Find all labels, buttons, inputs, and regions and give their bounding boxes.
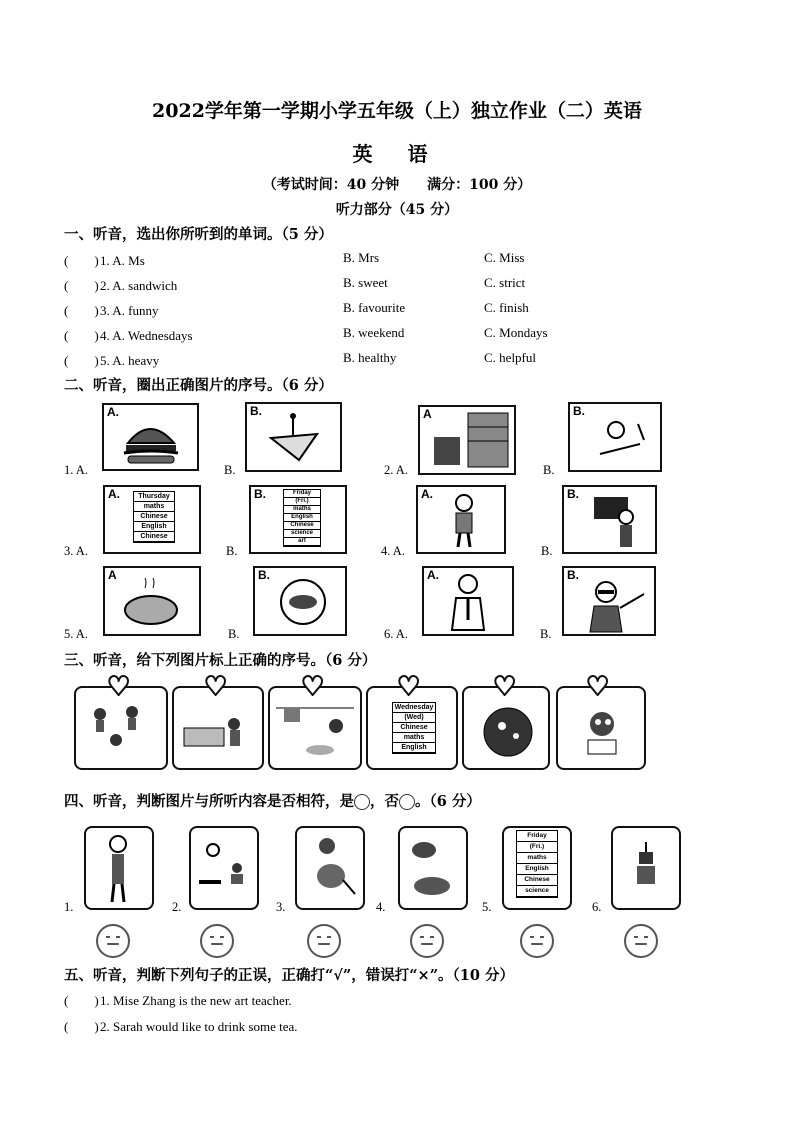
option-b: B. healthy xyxy=(343,350,397,365)
option-a: 4. A. Wednesdays xyxy=(100,328,193,343)
answer-blank[interactable]: ( ) xyxy=(64,303,99,318)
man-picture[interactable] xyxy=(422,566,514,636)
old-teacher-picture[interactable] xyxy=(562,566,656,636)
q5-sentence: 2. Sarah would like to drink some tea. xyxy=(100,1019,298,1034)
schedule-day-abbr: (Wed) xyxy=(393,713,435,723)
boy-picture[interactable] xyxy=(416,485,506,554)
exercising-icon xyxy=(297,828,363,908)
picture-letter: B. xyxy=(567,487,579,501)
desk-picture[interactable] xyxy=(568,402,662,472)
q4-label: 1. xyxy=(64,900,74,914)
q4-label: 3. xyxy=(276,900,286,914)
q2-label: B. xyxy=(224,463,236,477)
q5-row xyxy=(64,990,292,1009)
face-icon[interactable] xyxy=(96,924,130,958)
option-c: C. Miss xyxy=(484,250,525,265)
q4-card-6[interactable] xyxy=(611,826,681,910)
part-heading: 听力部分（45 分） xyxy=(335,202,459,218)
section-4-text: ，否 xyxy=(370,793,399,810)
option-b: B. Mrs xyxy=(343,250,380,265)
schedule-item: English xyxy=(393,743,435,753)
schedule-day: Friday xyxy=(517,831,557,842)
picture-letter: B. xyxy=(250,404,262,418)
thursday-schedule-picture[interactable] xyxy=(103,485,201,554)
food-icon xyxy=(400,828,466,908)
q2-label: 6. A. xyxy=(384,627,408,641)
robot-icon xyxy=(613,828,679,908)
q1-row xyxy=(64,275,177,294)
schedule-item: art xyxy=(284,538,320,546)
schedule-item: Chinese xyxy=(517,875,557,886)
section-1-heading: 一、听音，选出你所听到的单词。（5 分） xyxy=(64,226,333,243)
schedule-day-abbr: (Fri.) xyxy=(517,842,557,853)
schedule-day: Friday xyxy=(284,490,320,498)
option-b: B. favourite xyxy=(343,300,406,315)
schedule-item: English xyxy=(284,514,320,522)
face-icon[interactable] xyxy=(624,924,658,958)
bookshelf-icon xyxy=(420,407,514,473)
q4-label: 2. xyxy=(172,900,182,914)
schedule-item: Chinese xyxy=(134,512,174,522)
picture-letter: B. xyxy=(573,404,585,418)
q4-card-1[interactable] xyxy=(84,826,154,910)
schedule-item: Chinese xyxy=(284,522,320,530)
section-5-heading: 五、听音，判断下列句子的正误，正确打“√”，错误打“×”。（10 分） xyxy=(64,967,515,984)
q4-label: 6. xyxy=(592,900,602,914)
picture-letter: A. xyxy=(421,487,433,501)
page-subtitle: 英 语 xyxy=(352,142,442,166)
option-b: B. sweet xyxy=(343,275,388,290)
q5-row xyxy=(64,1016,298,1035)
q2-label: B. xyxy=(228,627,240,641)
option-a: 1. A. Ms xyxy=(100,253,145,268)
schedule-item: English xyxy=(134,522,174,532)
frown-icon xyxy=(399,794,415,810)
heart-icon: ♥ xyxy=(397,672,421,702)
clock-desk-icon xyxy=(191,828,257,908)
heart-icon: ♥ xyxy=(493,672,517,702)
q2-label: 2. A. xyxy=(384,463,408,477)
option-b: B. weekend xyxy=(343,325,405,340)
face-icon[interactable] xyxy=(307,924,341,958)
schedule-day: Thursday xyxy=(134,492,174,502)
option-c: C. finish xyxy=(484,300,529,315)
schedule-item: English xyxy=(517,864,557,875)
answer-blank[interactable]: ( ) xyxy=(64,278,99,293)
heart-icon: ♥ xyxy=(107,672,131,702)
answer-blank[interactable]: ( ) xyxy=(64,993,99,1008)
fish-plate-picture[interactable] xyxy=(253,566,347,636)
picture-letter: A xyxy=(423,407,432,421)
library-picture[interactable] xyxy=(418,405,516,475)
schedule-item: science xyxy=(517,886,557,897)
heart-icon: ♥ xyxy=(301,672,325,702)
hamburger-picture[interactable] xyxy=(102,403,199,471)
schedule-card xyxy=(392,702,436,754)
picture-letter: B. xyxy=(254,487,266,501)
q1-row xyxy=(64,300,159,319)
option-c: C. Mondays xyxy=(484,325,548,340)
chicken-picture[interactable] xyxy=(103,566,201,636)
picture-letter: B. xyxy=(258,568,270,582)
picture-letter: A. xyxy=(108,487,120,501)
face-icon[interactable] xyxy=(410,924,444,958)
option-c: C. strict xyxy=(484,275,526,290)
schedule-card xyxy=(516,830,558,898)
q4-label: 5. xyxy=(482,900,492,914)
q2-label: 5. A. xyxy=(64,627,88,641)
sandwich-picture[interactable] xyxy=(245,402,342,472)
q1-row xyxy=(64,350,159,369)
q2-label: B. xyxy=(540,627,552,641)
answer-blank[interactable]: ( ) xyxy=(64,253,99,268)
section-2-heading: 二、听音，圈出正确图片的序号。（6 分） xyxy=(64,377,333,394)
picture-letter: A. xyxy=(107,405,119,419)
schedule-item: Chinese xyxy=(134,532,174,542)
answer-blank[interactable]: ( ) xyxy=(64,328,99,343)
answer-blank[interactable]: ( ) xyxy=(64,1019,99,1034)
q4-card-5[interactable] xyxy=(502,826,572,910)
q2-label: B. xyxy=(543,463,555,477)
q1-row xyxy=(64,250,145,269)
exam-meta: （考试时间：40 分钟 满分：100 分） xyxy=(262,177,532,193)
roast-chicken-icon xyxy=(105,568,199,634)
tall-man-icon xyxy=(86,828,152,908)
heart-icon: ♥ xyxy=(204,672,228,702)
page-title: 2022学年第一学期小学五年级（上）独立作业（二）英语 xyxy=(152,100,642,122)
q2-label: B. xyxy=(226,544,238,558)
schedule-item: science xyxy=(284,530,320,538)
section-4-text: 。（6 分） xyxy=(415,793,481,810)
q2-label: 4. A. xyxy=(381,544,405,558)
q2-label: 3. A. xyxy=(64,544,88,558)
schedule-item: maths xyxy=(134,502,174,512)
schedule-item: maths xyxy=(284,506,320,514)
schedule-day: Wednesday xyxy=(394,704,434,711)
option-c: C. helpful xyxy=(484,350,536,365)
q1-row xyxy=(64,325,193,344)
teacher-board-picture[interactable] xyxy=(562,485,657,554)
face-icon[interactable] xyxy=(200,924,234,958)
option-a: 2. A. sandwich xyxy=(100,278,178,293)
section-4-heading xyxy=(64,790,481,811)
schedule-item: maths xyxy=(517,853,557,864)
picture-letter: A. xyxy=(427,568,439,582)
schedule-card xyxy=(283,489,321,547)
section-3-heading: 三、听音，给下列图片标上正确的序号。（6 分） xyxy=(64,652,377,669)
picture-letter: B. xyxy=(567,568,579,582)
schedule-item: maths xyxy=(393,733,435,743)
option-a: 3. A. funny xyxy=(100,303,159,318)
q4-card-2[interactable] xyxy=(189,826,259,910)
schedule-item: Chinese xyxy=(393,723,435,733)
section-4-text: 四、听音，判断图片与所听内容是否相符，是 xyxy=(64,793,354,810)
q5-sentence: 1. Mise Zhang is the new art teacher. xyxy=(100,993,292,1008)
schedule-card xyxy=(133,491,175,543)
face-icon[interactable] xyxy=(520,924,554,958)
q2-label: B. xyxy=(541,544,553,558)
q4-card-3[interactable] xyxy=(295,826,365,910)
picture-letter: A xyxy=(108,568,117,582)
option-a: 5. A. heavy xyxy=(100,353,160,368)
schedule-day-abbr: (Fri.) xyxy=(284,498,320,506)
smiley-icon xyxy=(354,794,370,810)
answer-blank[interactable]: ( ) xyxy=(64,353,99,368)
friday-schedule-picture[interactable] xyxy=(249,485,347,554)
heart-icon: ♥ xyxy=(586,672,610,702)
q2-label: 1. A. xyxy=(64,463,88,477)
q4-card-4[interactable] xyxy=(398,826,468,910)
q4-label: 4. xyxy=(376,900,386,914)
